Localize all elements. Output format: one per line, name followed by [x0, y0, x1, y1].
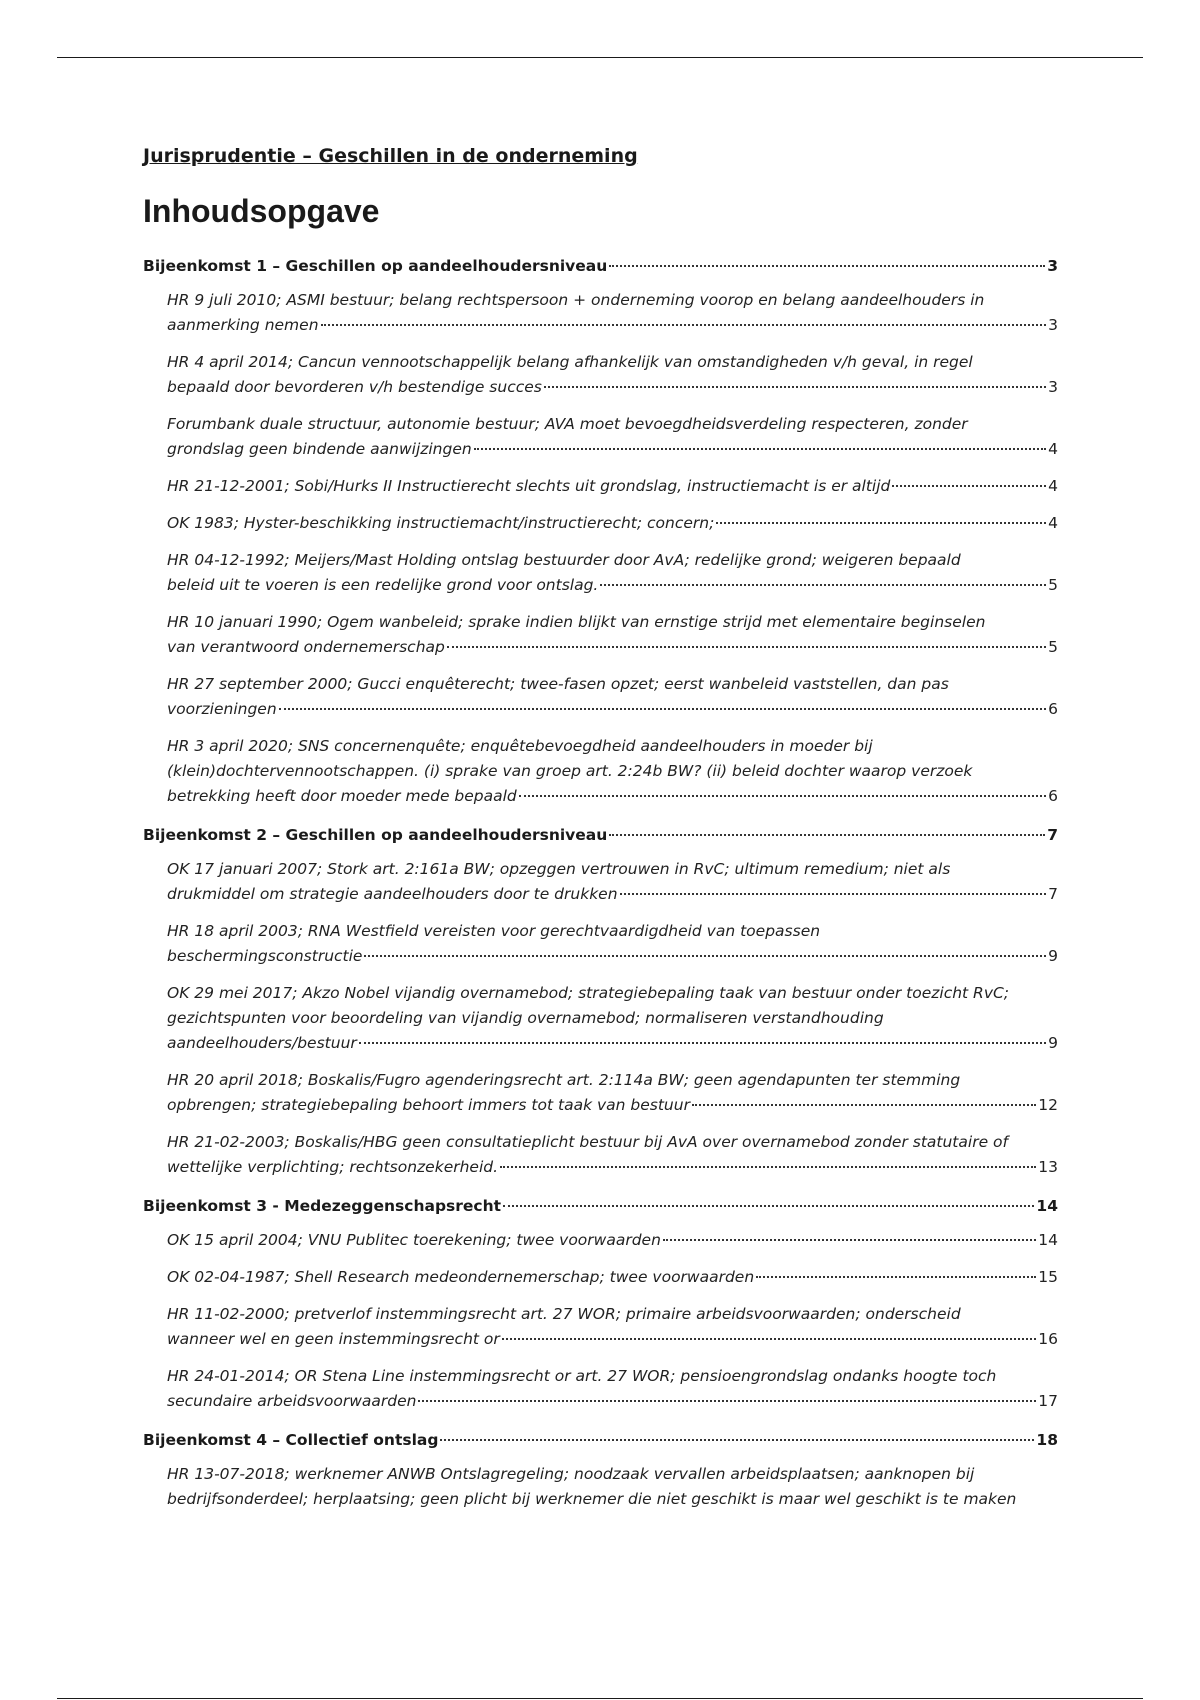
- section-title: Bijeenkomst 4 – Collectief ontslag: [143, 1431, 439, 1449]
- toc-case-entry[interactable]: [167, 672, 1058, 722]
- section-page-number: 14: [1036, 1197, 1058, 1215]
- toc-case-entry[interactable]: [167, 734, 1058, 809]
- case-text-line: (klein)dochtervennootschappen. (i) sprake van groep art. 2:24b BW? (ii) beleid dochter waarop verzoek: [167, 762, 973, 780]
- case-text-line: HR 27 september 2000; Gucci enquêterecht; twee-fasen opzet; eerst wanbeleid vaststellen, dan pas: [167, 675, 949, 693]
- leader-dots: [620, 893, 1047, 895]
- case-page-number: 12: [1038, 1096, 1058, 1114]
- case-text-line: bepaald door bevorderen v/h bestendige succes: [167, 378, 542, 396]
- case-text-line: HR 9 juli 2010; ASMI bestuur; belang rechtspersoon + onderneming voorop en belang aandeelhouders in: [167, 291, 985, 309]
- toc-section-entry[interactable]: [143, 254, 1058, 278]
- leader-dots: [502, 1338, 1037, 1340]
- case-text-line: aandeelhouders/bestuur: [167, 1034, 357, 1052]
- toc-case-entry[interactable]: [167, 1130, 1058, 1180]
- case-text-line: HR 3 april 2020; SNS concernenquête; enquêtebevoegdheid aandeelhouders in moeder bij: [167, 737, 873, 755]
- case-page-number: 4: [1048, 477, 1058, 495]
- toc-case-entry[interactable]: [167, 1364, 1058, 1414]
- case-page-number: 9: [1048, 947, 1058, 965]
- leader-dots: [519, 795, 1046, 797]
- leader-dots: [418, 1400, 1036, 1402]
- case-text-line: Forumbank duale structuur, autonomie bestuur; AVA moet bevoegdheidsverdeling respecteren, zonder: [167, 415, 968, 433]
- toc-section-entry[interactable]: [143, 1194, 1058, 1218]
- case-page-number: 14: [1038, 1231, 1058, 1249]
- case-page-number: 15: [1038, 1268, 1058, 1286]
- case-page-number: 4: [1048, 514, 1058, 532]
- section-title: Bijeenkomst 1 – Geschillen op aandeelhoudersniveau: [143, 257, 608, 275]
- toc-case-entry[interactable]: [167, 857, 1058, 907]
- case-text-line: wanneer wel en geen instemmingsrecht or: [167, 1330, 500, 1348]
- toc-case-entry[interactable]: [167, 511, 1058, 536]
- leader-dots: [600, 584, 1046, 586]
- leader-dots: [544, 386, 1046, 388]
- case-text-line: OK 1983; Hyster-beschikking instructiemacht/instructierecht; concern;: [167, 514, 715, 532]
- toc-section: [143, 254, 1058, 809]
- case-text-line: betrekking heeft door moeder mede bepaald: [167, 787, 517, 805]
- case-page-number: 6: [1048, 700, 1058, 718]
- section-title: Bijeenkomst 2 – Geschillen op aandeelhoudersniveau: [143, 826, 608, 844]
- toc-heading: Inhoudsopgave: [143, 193, 380, 229]
- toc-case-entry[interactable]: [167, 919, 1058, 969]
- case-text-line: gezichtspunten voor beoordeling van vijandig overnamebod; normaliseren verstandhouding: [167, 1009, 884, 1027]
- toc-case-entry[interactable]: [167, 412, 1058, 462]
- footer-rule: [57, 1698, 1143, 1699]
- document-body: [143, 144, 1058, 1526]
- case-text-line: secundaire arbeidsvoorwaarden: [167, 1392, 417, 1410]
- case-text-line: beleid uit te voeren is een redelijke grond voor ontslag.: [167, 576, 599, 594]
- leader-dots: [609, 265, 1045, 267]
- case-text-line: opbrengen; strategiebepaling behoort immers tot taak van bestuur: [167, 1096, 690, 1114]
- leader-dots: [321, 324, 1047, 326]
- toc-case-entry[interactable]: [167, 548, 1058, 598]
- leader-dots: [663, 1239, 1036, 1241]
- toc-case-entry[interactable]: [167, 1462, 1058, 1512]
- toc-case-entry[interactable]: [167, 610, 1058, 660]
- toc-case-entry[interactable]: [167, 474, 1058, 499]
- case-text-line: beschermingsconstructie: [167, 947, 363, 965]
- case-page-number: 13: [1038, 1158, 1058, 1176]
- toc-case-entry[interactable]: [167, 1265, 1058, 1290]
- case-page-number: 3: [1048, 316, 1058, 334]
- leader-dots: [474, 448, 1046, 450]
- leader-dots: [440, 1439, 1034, 1441]
- case-text-line: HR 21-02-2003; Boskalis/HBG geen consultatieplicht bestuur bij AvA over overnamebod zonder statutaire of: [167, 1133, 1008, 1151]
- case-text-line: drukmiddel om strategie aandeelhouders door te drukken: [167, 885, 618, 903]
- leader-dots: [279, 708, 1046, 710]
- toc-section: [143, 1194, 1058, 1414]
- toc-case-entry[interactable]: [167, 350, 1058, 400]
- document-title: Jurisprudentie – Geschillen in de onderneming: [143, 145, 638, 167]
- case-page-number: 17: [1038, 1392, 1058, 1410]
- case-text-line: OK 15 april 2004; VNU Publitec toerekening; twee voorwaarden: [167, 1231, 661, 1249]
- case-text-line: HR 21-12-2001; Sobi/Hurks II Instructierecht slechts uit grondslag, instructiemacht is er altijd: [167, 477, 891, 495]
- section-page-number: 18: [1036, 1431, 1058, 1449]
- section-title: Bijeenkomst 3 - Medezeggenschapsrecht: [143, 1197, 502, 1215]
- toc-case-entry[interactable]: [167, 288, 1058, 338]
- case-text-line: HR 11-02-2000; pretverlof instemmingsrecht art. 27 WOR; primaire arbeidsvoorwaarden; onderscheid: [167, 1305, 961, 1323]
- case-text-line: HR 04-12-1992; Meijers/Mast Holding ontslag bestuurder door AvA; redelijke grond; weigeren bepaald: [167, 551, 961, 569]
- leader-dots: [503, 1205, 1034, 1207]
- toc-section: [143, 823, 1058, 1180]
- case-text-line: OK 17 januari 2007; Stork art. 2:161a BW; opzeggen vertrouwen in RvC; ultimum remedium; niet als: [167, 860, 951, 878]
- toc-case-entry[interactable]: [167, 1302, 1058, 1352]
- case-page-number: 6: [1048, 787, 1058, 805]
- case-text-line: HR 24-01-2014; OR Stena Line instemmingsrecht or art. 27 WOR; pensioengrondslag ondanks hoogte toch: [167, 1367, 997, 1385]
- case-text-line: HR 13-07-2018; werknemer ANWB Ontslagregeling; noodzaak vervallen arbeidsplaatsen; aanknopen bij: [167, 1465, 975, 1483]
- case-page-number: 5: [1048, 576, 1058, 594]
- section-page-number: 7: [1047, 826, 1058, 844]
- case-text-line: HR 4 april 2014; Cancun vennootschappelijk belang afhankelijk van omstandigheden v/h geval, in regel: [167, 353, 973, 371]
- case-text-line: HR 20 april 2018; Boskalis/Fugro agenderingsrecht art. 2:114a BW; geen agendapunten ter stemming: [167, 1071, 961, 1089]
- case-text-line: wettelijke verplichting; rechtsonzekerheid.: [167, 1158, 499, 1176]
- leader-dots: [716, 522, 1046, 524]
- leader-dots: [756, 1276, 1036, 1278]
- case-page-number: 7: [1048, 885, 1058, 903]
- case-text-line: van verantwoord ondernemerschap: [167, 638, 445, 656]
- header-rule: [57, 57, 1143, 58]
- case-text-line: voorzieningen: [167, 700, 277, 718]
- toc-section: [143, 1428, 1058, 1512]
- table-of-contents: [143, 254, 1058, 1512]
- case-text-line: OK 02-04-1987; Shell Research medeondernemerschap; twee voorwaarden: [167, 1268, 755, 1286]
- case-text-line: aanmerking nemen: [167, 316, 319, 334]
- leader-dots: [500, 1166, 1036, 1168]
- toc-case-entry[interactable]: [167, 1228, 1058, 1253]
- leader-dots: [359, 1042, 1046, 1044]
- leader-dots: [692, 1104, 1036, 1106]
- case-page-number: 16: [1038, 1330, 1058, 1348]
- leader-dots: [609, 834, 1045, 836]
- toc-case-entry[interactable]: [167, 981, 1058, 1056]
- leader-dots: [892, 485, 1046, 487]
- leader-dots: [447, 646, 1046, 648]
- case-text-line: HR 10 januari 1990; Ogem wanbeleid; sprake indien blijkt van ernstige strijd met elementaire beginselen: [167, 613, 986, 631]
- case-text-line: OK 29 mei 2017; Akzo Nobel vijandig overnamebod; strategiebepaling taak van bestuur onder toezicht RvC;: [167, 984, 1010, 1002]
- case-text-line: HR 18 april 2003; RNA Westfield vereisten voor gerechtvaardigdheid van toepassen: [167, 922, 821, 940]
- section-page-number: 3: [1047, 257, 1058, 275]
- case-page-number: 3: [1048, 378, 1058, 396]
- case-page-number: 4: [1048, 440, 1058, 458]
- case-text-line: bedrijfsonderdeel; herplaatsing; geen plicht bij werknemer die niet geschikt is maar wel geschikt is te maken: [167, 1490, 1017, 1508]
- case-page-number: 9: [1048, 1034, 1058, 1052]
- case-page-number: 5: [1048, 638, 1058, 656]
- toc-section-entry[interactable]: [143, 823, 1058, 847]
- leader-dots: [364, 955, 1046, 957]
- toc-section-entry[interactable]: [143, 1428, 1058, 1452]
- case-text-line: grondslag geen bindende aanwijzingen: [167, 440, 472, 458]
- toc-case-entry[interactable]: [167, 1068, 1058, 1118]
